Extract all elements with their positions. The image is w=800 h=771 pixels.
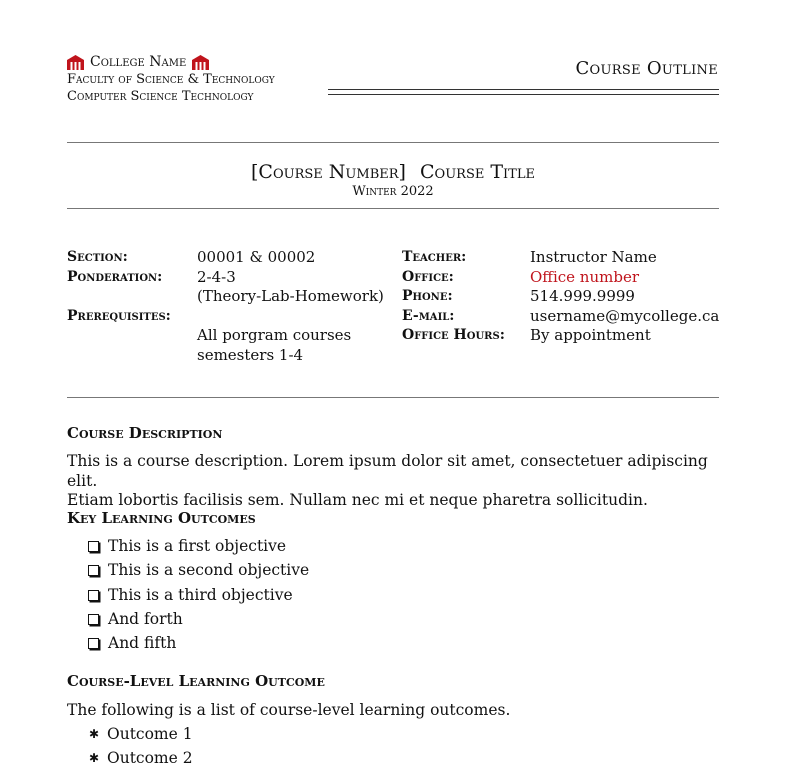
course-title: Course Title — [420, 161, 535, 183]
course-number: [Course Number] — [251, 161, 406, 183]
list-item — [88, 722, 193, 746]
prerequisites-label: Prerequisites: — [67, 307, 171, 324]
course-description-heading: Course Description — [67, 424, 223, 442]
prerequisites-value-line2: semesters 1-4 — [197, 345, 304, 364]
course-level-list — [88, 722, 193, 771]
faculty-name: Faculty of Science & Technology — [67, 72, 275, 87]
header-rule — [328, 94, 719, 95]
office-hours-label: Office Hours: — [402, 327, 505, 343]
divider — [67, 208, 719, 209]
ponderation-label: Ponderation: — [67, 268, 163, 285]
course-level-intro: The following is a list of course-level learning outcomes. — [67, 701, 511, 719]
header-rule — [328, 89, 719, 90]
list-item — [88, 746, 193, 770]
star-bullet-icon: ✱ — [88, 751, 100, 766]
description-line: This is a course description. Lorem ipsum dolor sit amet, consectetuer adipiscing elit. — [67, 452, 708, 490]
list-item — [88, 558, 309, 582]
list-item-text: And forth — [108, 610, 183, 629]
key-outcomes-heading: Key Learning Outcomes — [67, 509, 256, 527]
course-description-text — [67, 452, 727, 511]
checkbox-bullet-icon — [88, 590, 99, 601]
info-right-values — [530, 248, 719, 346]
email-value[interactable]: username@mycollege.ca — [530, 306, 720, 325]
list-item-text: This is a first objective — [108, 537, 287, 556]
college-name-line — [67, 54, 275, 71]
divider — [67, 142, 719, 143]
college-name: College Name — [90, 54, 187, 70]
info-left-values — [197, 248, 384, 365]
institution-block — [67, 54, 275, 105]
list-item-text: This is a second objective — [108, 561, 310, 580]
ponderation-value: 2-4-3 — [197, 267, 236, 286]
email-label: E-mail: — [402, 307, 455, 324]
college-logo-icon — [67, 55, 84, 70]
list-item-text: Outcome 2 — [107, 749, 193, 768]
course-heading — [67, 161, 719, 183]
office-value-link[interactable]: Office number — [530, 267, 639, 286]
section-label: Section: — [67, 249, 128, 265]
course-level-heading: Course-Level Learning Outcome — [67, 672, 325, 690]
phone-value: 514.999.9999 — [530, 287, 635, 305]
star-bullet-icon: ✱ — [88, 727, 100, 742]
info-right-labels — [402, 248, 505, 346]
office-label: Office: — [402, 268, 454, 285]
checkbox-bullet-icon — [88, 638, 99, 649]
teacher-value: Instructor Name — [530, 248, 657, 266]
list-item — [88, 607, 309, 631]
info-left-labels — [67, 248, 171, 326]
prerequisites-value-line1: All porgram courses — [197, 326, 352, 344]
divider — [67, 397, 719, 398]
list-item — [88, 534, 309, 558]
document-title: Course Outline — [575, 58, 718, 79]
teacher-label: Teacher: — [402, 249, 467, 265]
list-item-text: This is a third objective — [108, 585, 293, 604]
list-item-text: And fifth — [108, 634, 177, 653]
checkbox-bullet-icon — [88, 565, 99, 576]
checkbox-bullet-icon — [88, 541, 99, 552]
checkbox-bullet-icon — [88, 614, 99, 625]
ponderation-note: (Theory-Lab-Homework) — [197, 287, 384, 305]
key-outcomes-list — [88, 534, 309, 655]
list-item — [88, 631, 309, 655]
office-hours-value: By appointment — [530, 326, 651, 344]
phone-label: Phone: — [402, 288, 453, 304]
description-line: Etiam lobortis facilisis sem. Nullam nec mi et neque pharetra sollicitudin. — [67, 491, 648, 509]
list-item — [88, 583, 309, 607]
college-logo-icon — [192, 55, 209, 70]
section-value: 00001 & 00002 — [197, 248, 316, 266]
course-term: Winter 2022 — [352, 184, 434, 199]
department-name: Computer Science Technology — [67, 89, 254, 104]
list-item-text: Outcome 1 — [107, 725, 193, 744]
